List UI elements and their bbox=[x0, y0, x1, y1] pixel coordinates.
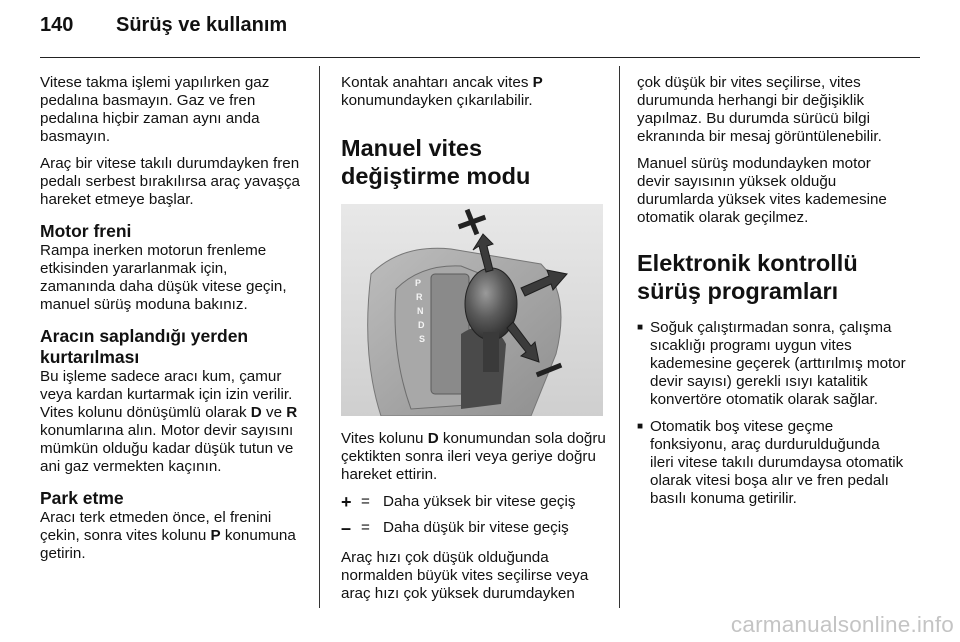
gear-shaft bbox=[483, 332, 499, 372]
paragraph bbox=[40, 509, 306, 563]
paragraph: Vitese takma işlemi yapılırken gaz pedalına basmayın. Gaz ve fren pedalına hiçbir zaman aynı anda basmayın. bbox=[40, 74, 270, 145]
list-item bbox=[637, 418, 907, 508]
legend-text: Daha düşük bir vitese geçiş bbox=[383, 519, 569, 536]
text-run: konumlarına alın. Motor devir sayısını mümkün olduğu kadar düşük tutun ve ani gaz vermekten kaçının. bbox=[40, 422, 294, 475]
gear-letter: N bbox=[417, 306, 424, 316]
gear-lever-illustration bbox=[341, 204, 603, 416]
bullet-square-icon: ■ bbox=[637, 421, 644, 432]
equals-sign: = bbox=[361, 493, 370, 510]
gear-d: D bbox=[427, 430, 439, 447]
page-number: 140 bbox=[40, 14, 74, 36]
bullet-square-icon: ■ bbox=[637, 322, 644, 333]
text-run: konumundayken çıkarılabilir. bbox=[341, 92, 533, 109]
gear-letter: D bbox=[418, 320, 425, 330]
paragraph: Rampa inerken motorun frenleme etkisinden yararlanmak için, zamanında daha düşük vitese geçin, manuel sürüş moduna bakınız. bbox=[40, 242, 287, 313]
gear-d: D bbox=[250, 404, 262, 421]
column-divider bbox=[619, 66, 620, 608]
gear-letter: R bbox=[416, 292, 423, 302]
heading-park-etme: Park etme bbox=[40, 488, 124, 508]
text-run: Vites kolunu bbox=[341, 430, 428, 447]
text-run: ve bbox=[261, 404, 287, 421]
paragraph: Araç bir vitese takılı durumdayken fren pedalı serbest bırakılırsa araç yavaşça hareket etmeye başlar. bbox=[40, 155, 300, 208]
paragraph bbox=[341, 74, 607, 110]
gear-p: P bbox=[210, 527, 221, 544]
column-divider bbox=[319, 66, 320, 608]
section-title: Sürüş ve kullanım bbox=[116, 14, 288, 36]
column-2 bbox=[341, 74, 607, 612]
text-run: Bu işleme sadece aracı kum, çamur veya kardan kurtarmak için izin verilir. Vites kolunu dönüşümlü olarak bbox=[40, 368, 293, 421]
paragraph: Araç hızı çok düşük olduğunda normalden büyük vites seçilirse veya araç hızı çok yüksek durumdayken bbox=[341, 549, 589, 602]
column-3 bbox=[637, 74, 907, 517]
plus-symbol: + bbox=[341, 492, 352, 512]
watermark: carmanualsonline.info bbox=[730, 612, 954, 637]
text-run: Aracı terk etmeden önce, el frenini çekin, sonra vites kolunu bbox=[40, 509, 272, 544]
list-item-text: Soğuk çalıştırmadan sonra, çalışma sıcaklığı programı uygun vites kademesine geçerek (arttırılmış motor devir sayısı) gerekli ısıyı katalitik konvertöre otomatik olarak sağlar. bbox=[650, 319, 906, 408]
equals-sign: = bbox=[361, 519, 370, 536]
paragraph: Manuel sürüş modundayken motor devir sayısının yüksek olduğu durumlarda yüksek vites kademesine otomatik olarak geçilmez. bbox=[637, 155, 887, 226]
list-item-text: Otomatik boş vitese geçme fonksiyonu, araç durdurulduğunda ileri vitese takılı durumdaysa otomatik olarak vitesi boşa alır ve fren pedalı basılı konuma getirilir. bbox=[650, 418, 904, 507]
column-1 bbox=[40, 74, 306, 572]
text-run: konumuna getirin. bbox=[40, 527, 296, 562]
paragraph bbox=[40, 368, 306, 476]
gear-letter: S bbox=[419, 334, 426, 344]
text-run: konumundan sola doğru çektikten sonra ileri veya geriye doğru hareket ettirin. bbox=[341, 430, 606, 483]
minus-symbol: – bbox=[341, 518, 352, 538]
gear-letter: P bbox=[415, 278, 422, 288]
gear-p: P bbox=[532, 74, 543, 91]
page-header bbox=[40, 14, 287, 50]
heading-stuck-recovery: Aracın saplandığı yerden kurtarılması bbox=[40, 326, 249, 367]
legend-row-downshift bbox=[341, 519, 607, 537]
bullet-list bbox=[637, 319, 907, 508]
paragraph: çok düşük bir vites seçilirse, vites durumunda herhangi bir değişiklik yapılmaz. Bu durumda sürücü bilgi ekranında bir mesaj görüntülenebilir. bbox=[637, 74, 882, 145]
header-rule bbox=[40, 57, 920, 58]
heading-manual-mode: Manuel vites değiştirme modu bbox=[341, 135, 531, 189]
text-run: Kontak anahtarı ancak vites bbox=[341, 74, 533, 91]
legend-text: Daha yüksek bir vitese geçiş bbox=[383, 493, 576, 510]
gear-r: R bbox=[286, 404, 298, 421]
heading-motor-freni: Motor freni bbox=[40, 221, 132, 241]
legend-row-upshift bbox=[341, 493, 607, 511]
paragraph bbox=[341, 430, 607, 484]
heading-electronic-programs: Elektronik kontrollü sürüş programları bbox=[637, 250, 858, 304]
list-item bbox=[637, 319, 907, 409]
